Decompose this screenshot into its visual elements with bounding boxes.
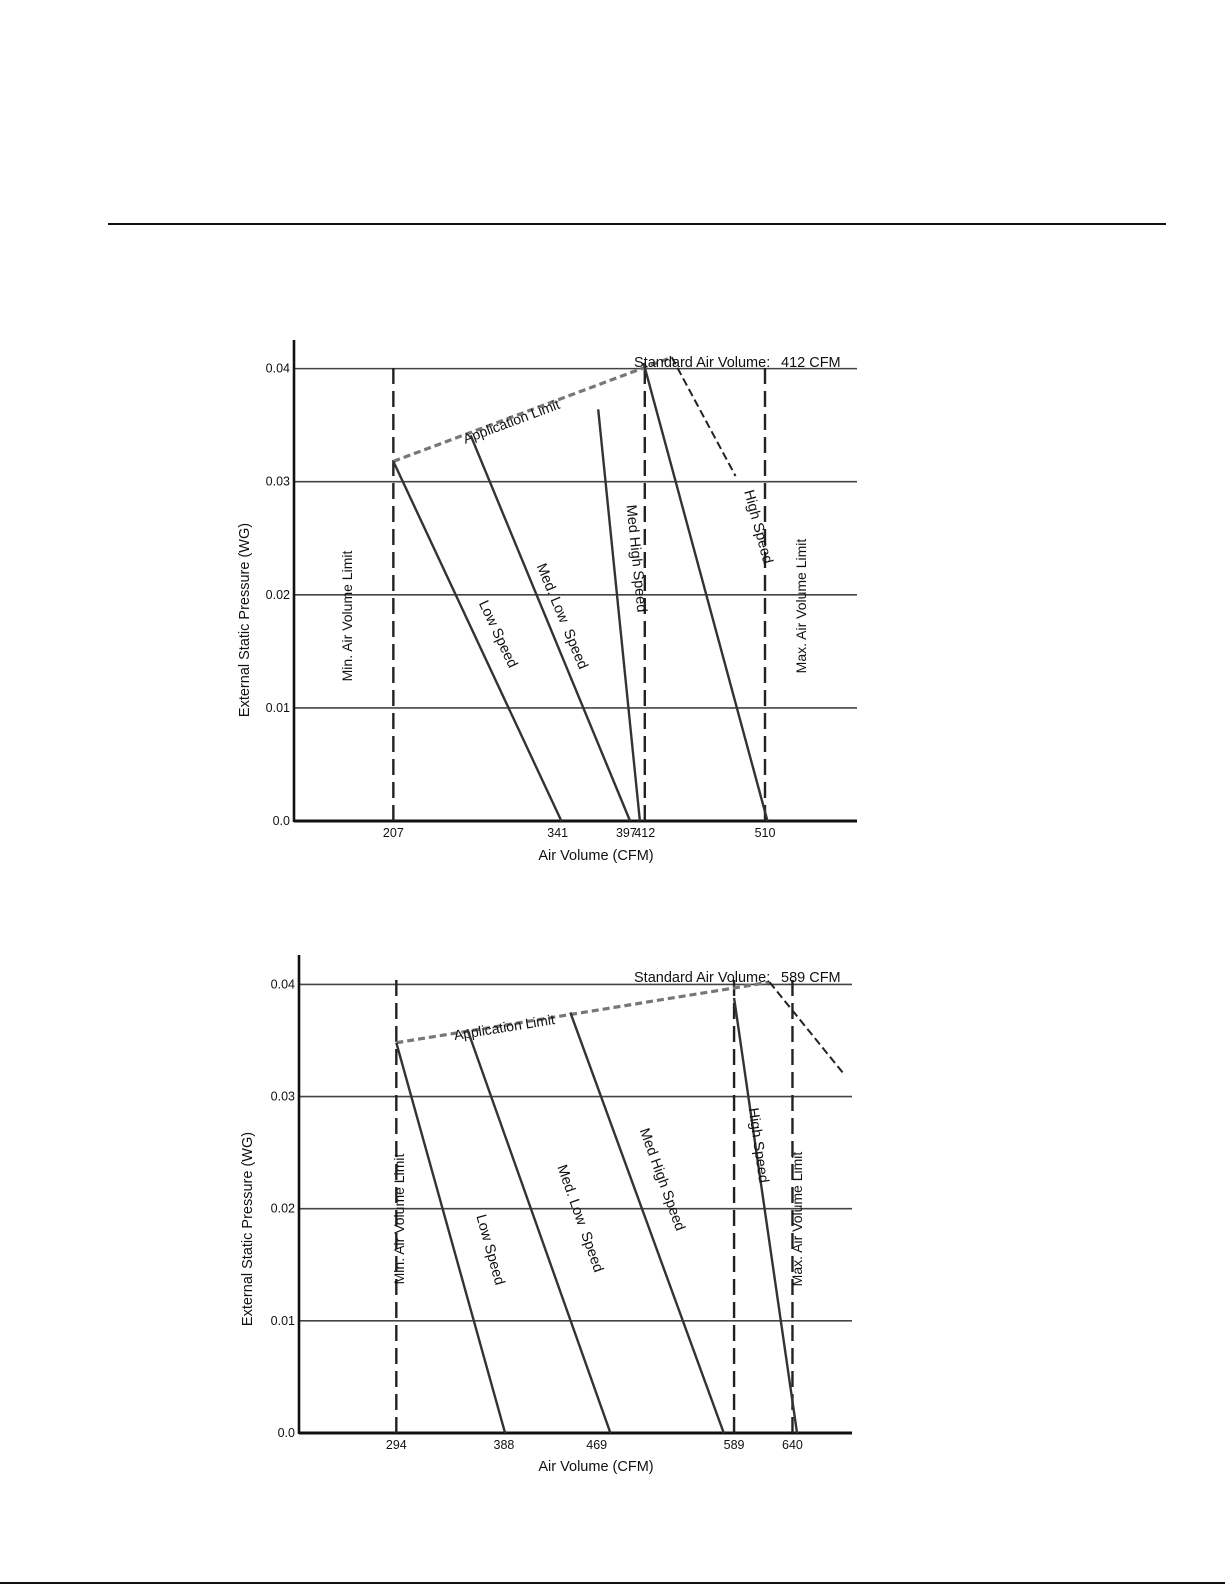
speed-line-label: Med. Low Speed xyxy=(532,561,591,672)
standard-air-volume-label: Standard Air Volume: xyxy=(634,970,771,986)
chart-svg xyxy=(0,955,1225,1495)
x-tick-label: 397 xyxy=(615,826,637,840)
fan-curve-chart-2 xyxy=(0,955,1225,1495)
x-axis-label: Air Volume (CFM) xyxy=(538,848,654,864)
y-axis-label: External Static Pressure (WG) xyxy=(237,522,253,718)
speed-line-label: Low Speed xyxy=(475,598,521,671)
y-tick-label: 0.02 xyxy=(270,1201,295,1216)
speed-line-label: Med. Low Speed xyxy=(553,1162,607,1275)
x-tick-label: 341 xyxy=(547,826,569,840)
y-tick-label: 0.04 xyxy=(265,361,290,376)
y-tick-label: 0.02 xyxy=(265,587,290,602)
x-tick-label: 510 xyxy=(754,826,776,840)
standard-air-volume-value: 412 CFM xyxy=(781,355,841,371)
header-rule xyxy=(108,223,1166,225)
y-tick-label: 0.04 xyxy=(270,977,295,992)
footer-rule xyxy=(0,1582,1225,1584)
y-axis-label: External Static Pressure (WG) xyxy=(240,1131,256,1327)
speed-line-label: Med High Speed xyxy=(622,504,650,614)
speed-line-label: Med High Speed xyxy=(635,1126,688,1234)
y-tick-label: 0.01 xyxy=(270,1313,295,1328)
standard-air-volume-label: Standard Air Volume: xyxy=(634,355,771,371)
y-tick-label: 0.0 xyxy=(277,1426,295,1440)
y-tick-label: 0.01 xyxy=(265,700,290,715)
min-air-volume-limit-label: Min. Air Volume Limit xyxy=(339,550,355,682)
x-tick-label: 388 xyxy=(493,1438,515,1452)
x-tick-label: 294 xyxy=(385,1438,407,1452)
standard-air-volume-value: 589 CFM xyxy=(781,970,841,986)
chart-svg xyxy=(0,340,1225,880)
speed-line-0 xyxy=(393,461,561,821)
x-axis-label: Air Volume (CFM) xyxy=(538,1459,654,1475)
x-tick-label: 207 xyxy=(382,826,404,840)
application-limit-label: Application Limit xyxy=(460,395,562,447)
x-tick-label: 640 xyxy=(782,1438,803,1452)
max-air-volume-limit-label: Max. Air Volume Limit xyxy=(793,538,809,674)
speed-line-label: High Speed xyxy=(740,488,776,566)
application-limit-drop-line xyxy=(672,357,736,476)
application-limit-line xyxy=(396,982,769,1043)
y-tick-label: 0.03 xyxy=(270,1089,295,1104)
application-limit-label: Application Limit xyxy=(452,1011,556,1044)
speed-line-3 xyxy=(734,998,797,1433)
x-tick-label: 469 xyxy=(586,1438,608,1452)
x-tick-label: 589 xyxy=(723,1438,745,1452)
x-tick-label: 412 xyxy=(634,826,656,840)
application-limit-drop-line xyxy=(770,982,844,1074)
speed-line-label: High Speed xyxy=(744,1106,772,1185)
speed-line-2 xyxy=(570,1012,723,1433)
min-air-volume-limit-label: Min. Air Volume Limit xyxy=(391,1153,407,1285)
y-tick-label: 0.03 xyxy=(265,474,290,489)
max-air-volume-limit-label: Max. Air Volume Limit xyxy=(789,1151,805,1287)
speed-line-3 xyxy=(644,363,768,821)
speed-line-label: Low Speed xyxy=(472,1212,508,1288)
y-tick-label: 0.0 xyxy=(272,814,290,828)
fan-curve-chart-1 xyxy=(0,340,1225,880)
